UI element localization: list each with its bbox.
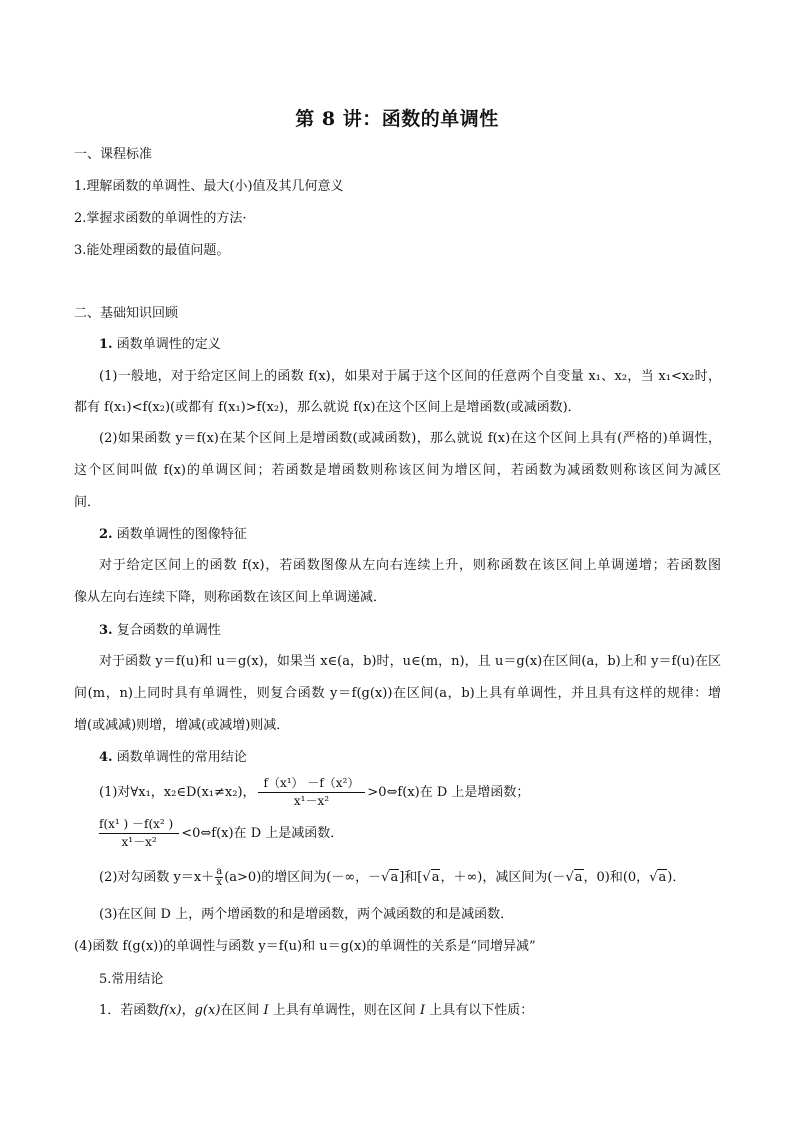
sqrt-a-1: √a — [381, 870, 399, 885]
topic-3-number: 3. — [99, 623, 113, 638]
graph-feature-line-2: 像从左向右连续下降，则称函数在该区间上单调递减． — [74, 590, 387, 605]
check-part-b: (a>0)的增区间为(－∞，－ — [224, 870, 382, 885]
function-f-of-x: f(x) — [159, 1003, 182, 1018]
sqrt-a-3: √a — [565, 870, 583, 885]
check-part-f: )． — [667, 870, 686, 885]
definition-line-1: (1)一般地，对于给定区间上的函数 f(x)，如果对于属于这个区间的任意两个自变量 x₁、x₂，当 x₁<x₂时， — [99, 369, 721, 384]
conclusion-part-c: 在区间 — [220, 1003, 264, 1018]
sqrt-a-2: √a — [422, 870, 440, 885]
sqrt-a-1-radicand: a — [390, 870, 399, 885]
a-over-x-fraction — [215, 867, 223, 888]
topic-3-label: 复合函数的单调性 — [112, 623, 221, 638]
check-part-a: (2)对勾函数 y＝x＋ — [99, 870, 215, 885]
increasing-fraction — [258, 776, 366, 809]
section-heading-basics: 二、基础知识回顾 — [74, 306, 179, 321]
topic-1-label: 函数单调性的定义 — [112, 337, 221, 352]
topic-5-heading: 5.常用结论 — [99, 972, 164, 987]
a-over-x-numerator: a — [216, 866, 223, 877]
decreasing-fraction-numerator: f(x¹ ) －f(x² ) — [99, 817, 179, 834]
interval-i-1: I — [263, 1003, 269, 1018]
topic-3-heading — [99, 622, 221, 640]
standard-item-3: 3.能处理函数的最值问题。 — [74, 243, 230, 258]
topic-4-label: 函数单调性的常用结论 — [112, 750, 247, 765]
increasing-suffix: >0⇔f(x)在 D 上是增函数； — [367, 785, 530, 800]
sqrt-a-4-radicand: a — [658, 870, 667, 885]
definition-line-2: 都有 f(x₁)<f(x₂)(或都有 f(x₁)>f(x₂)，那么就说 f(x)在这个区间上是增函数(或减函数)． — [74, 400, 581, 415]
decreasing-fraction-denominator: x¹－x² — [121, 835, 157, 849]
decreasing-suffix: <0⇔f(x)在 D 上是减函数． — [181, 826, 344, 841]
topic-2-number: 2. — [99, 527, 113, 542]
increasing-fraction-numerator: f（x¹） －f（x²） — [258, 776, 366, 793]
composite-rule: (4)函数 f(g(x))的单调性与函数 y＝f(u)和 u＝g(x)的单调性的关系是“同增异减” — [74, 939, 536, 954]
common-conclusion-line — [99, 1002, 533, 1020]
check-part-e: ，0)和(0， — [583, 870, 650, 885]
conclusion-part-d: 上具有单调性，则在区间 — [268, 1003, 420, 1018]
topic-2-label: 函数单调性的图像特征 — [112, 527, 247, 542]
conclusion-part-e: 上具有以下性质： — [425, 1003, 534, 1018]
topic-4-heading — [99, 749, 247, 767]
increasing-prefix: (1)对∀x₁，x₂∈D(x₁≠x₂)， — [99, 785, 256, 800]
decreasing-criterion — [99, 817, 343, 851]
increasing-fraction-denominator: x¹－x² — [293, 794, 330, 808]
graph-feature-line-1: 对于给定区间上的函数 f(x)，若函数图像从左向右连续上升，则称函数在该区间上单调递增；若函数图 — [99, 558, 721, 573]
increasing-criterion — [99, 776, 529, 810]
standard-item-1: 1.理解函数的单调性、最大(小)值及其几何意义 — [74, 179, 344, 194]
page-title: 第 8 讲：函数的单调性 — [295, 108, 499, 130]
definition-line-3: (2)如果函数 y＝f(x)在某个区间上是增函数(或减函数)，那么就说 f(x)在这个区间上具有(严格的)单调性， — [99, 431, 721, 446]
composite-line-1: 对于函数 y＝f(u)和 u＝g(x)，如果当 x∈(a，b)时，u∈(m，n)，且 u＝g(x)在区间(a，b)上和 y＝f(u)在区 — [99, 654, 721, 669]
sqrt-a-3-radicand: a — [574, 870, 583, 885]
composite-line-2: 间(m，n)上同时具有单调性，则复合函数 y＝f(g(x))在区间(a，b)上具有单调性，并且具有这样的规律：增 — [74, 686, 721, 701]
section-heading-course-standard: 一、课程标准 — [74, 147, 153, 162]
topic-1-number: 1. — [99, 337, 113, 352]
sqrt-a-4: √a — [649, 870, 667, 885]
function-g-of-x: g(x) — [194, 1003, 221, 1018]
decreasing-fraction — [99, 817, 179, 850]
a-over-x-denominator: x — [216, 877, 223, 888]
composite-line-3: 增(或减减)则增，增减(或减增)则减． — [74, 718, 290, 733]
definition-line-5: 间． — [74, 495, 101, 510]
topic-4-number: 4. — [99, 750, 113, 765]
check-function-intervals — [99, 865, 685, 891]
check-part-c: ]和[ — [399, 870, 423, 885]
topic-1-heading — [99, 336, 221, 354]
sum-of-functions-rule: (3)在区间 D 上，两个增函数的和是增函数，两个减函数的和是减函数． — [99, 907, 514, 922]
interval-i-2: I — [419, 1003, 426, 1018]
definition-line-4: 这个区间叫做 f(x)的单调区间；若函数是增函数则称该区间为增区间，若函数为减函数则称该区间为减区 — [74, 463, 721, 478]
topic-2-heading — [99, 526, 247, 544]
conclusion-part-b: ， — [181, 1003, 195, 1018]
standard-item-2: 2.掌握求函数的单调性的方法· — [74, 211, 247, 226]
sqrt-a-2-radicand: a — [431, 870, 440, 885]
check-part-d: ，＋∞)，减区间为(－ — [440, 870, 566, 885]
conclusion-part-a: 1．若函数 — [99, 1003, 160, 1018]
